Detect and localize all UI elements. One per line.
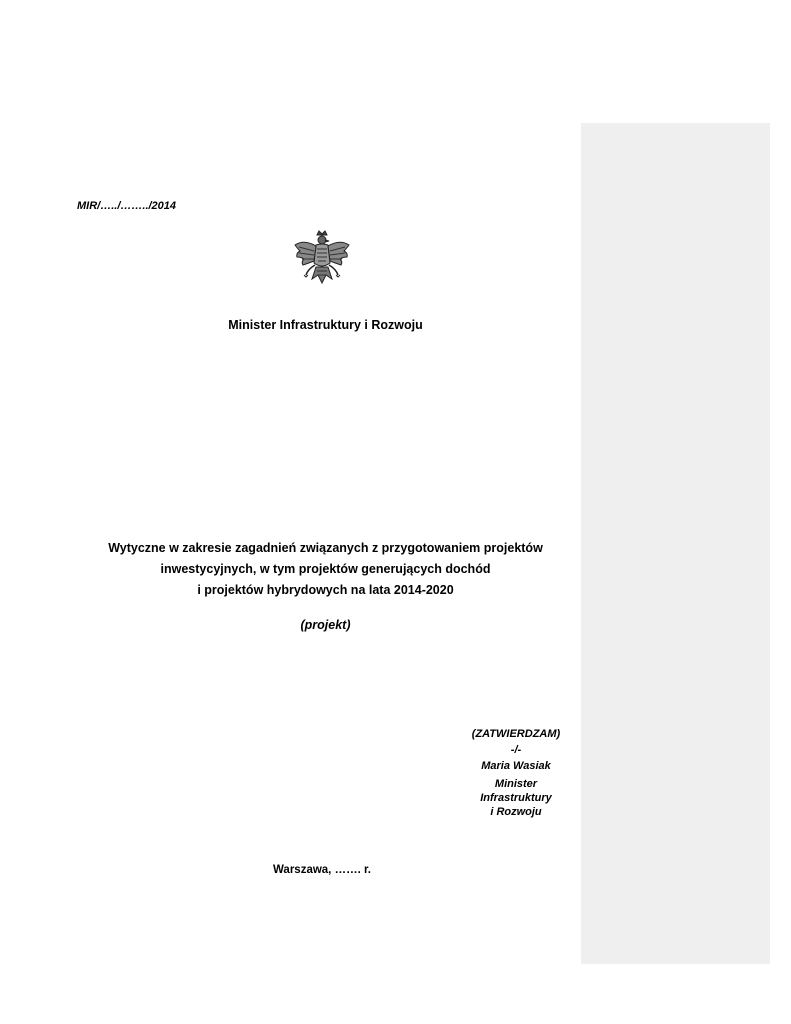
approver-role-line-2: Infrastruktury (480, 792, 552, 804)
draft-label: (projekt) (300, 618, 351, 632)
approver-role-line-1: Minister (494, 778, 538, 790)
approval-block (456, 726, 576, 819)
document-title (0, 538, 651, 601)
title-line-1: Wytyczne w zakresie zagadnień związanych z przygotowaniem projektów (108, 541, 543, 555)
title-line-3: i projektów hybrydowych na lata 2014-2020 (197, 583, 454, 597)
approval-status: (ZATWIERDZAM) (471, 728, 561, 740)
polish-eagle-emblem-icon (292, 229, 352, 291)
approval-signature: -/- (510, 744, 522, 756)
title-line-2: inwestycyjnych, w tym projektów generujących dochód (160, 562, 491, 576)
approver-role-line-3: i Rozwoju (490, 806, 542, 818)
approver-name: Maria Wasiak (481, 760, 551, 772)
issuer-heading: Minister Infrastruktury i Rozwoju (228, 318, 423, 332)
document-number: MIR/…../……../2014 (77, 200, 177, 212)
place-and-date: Warszawa, ……. r. (273, 864, 371, 876)
